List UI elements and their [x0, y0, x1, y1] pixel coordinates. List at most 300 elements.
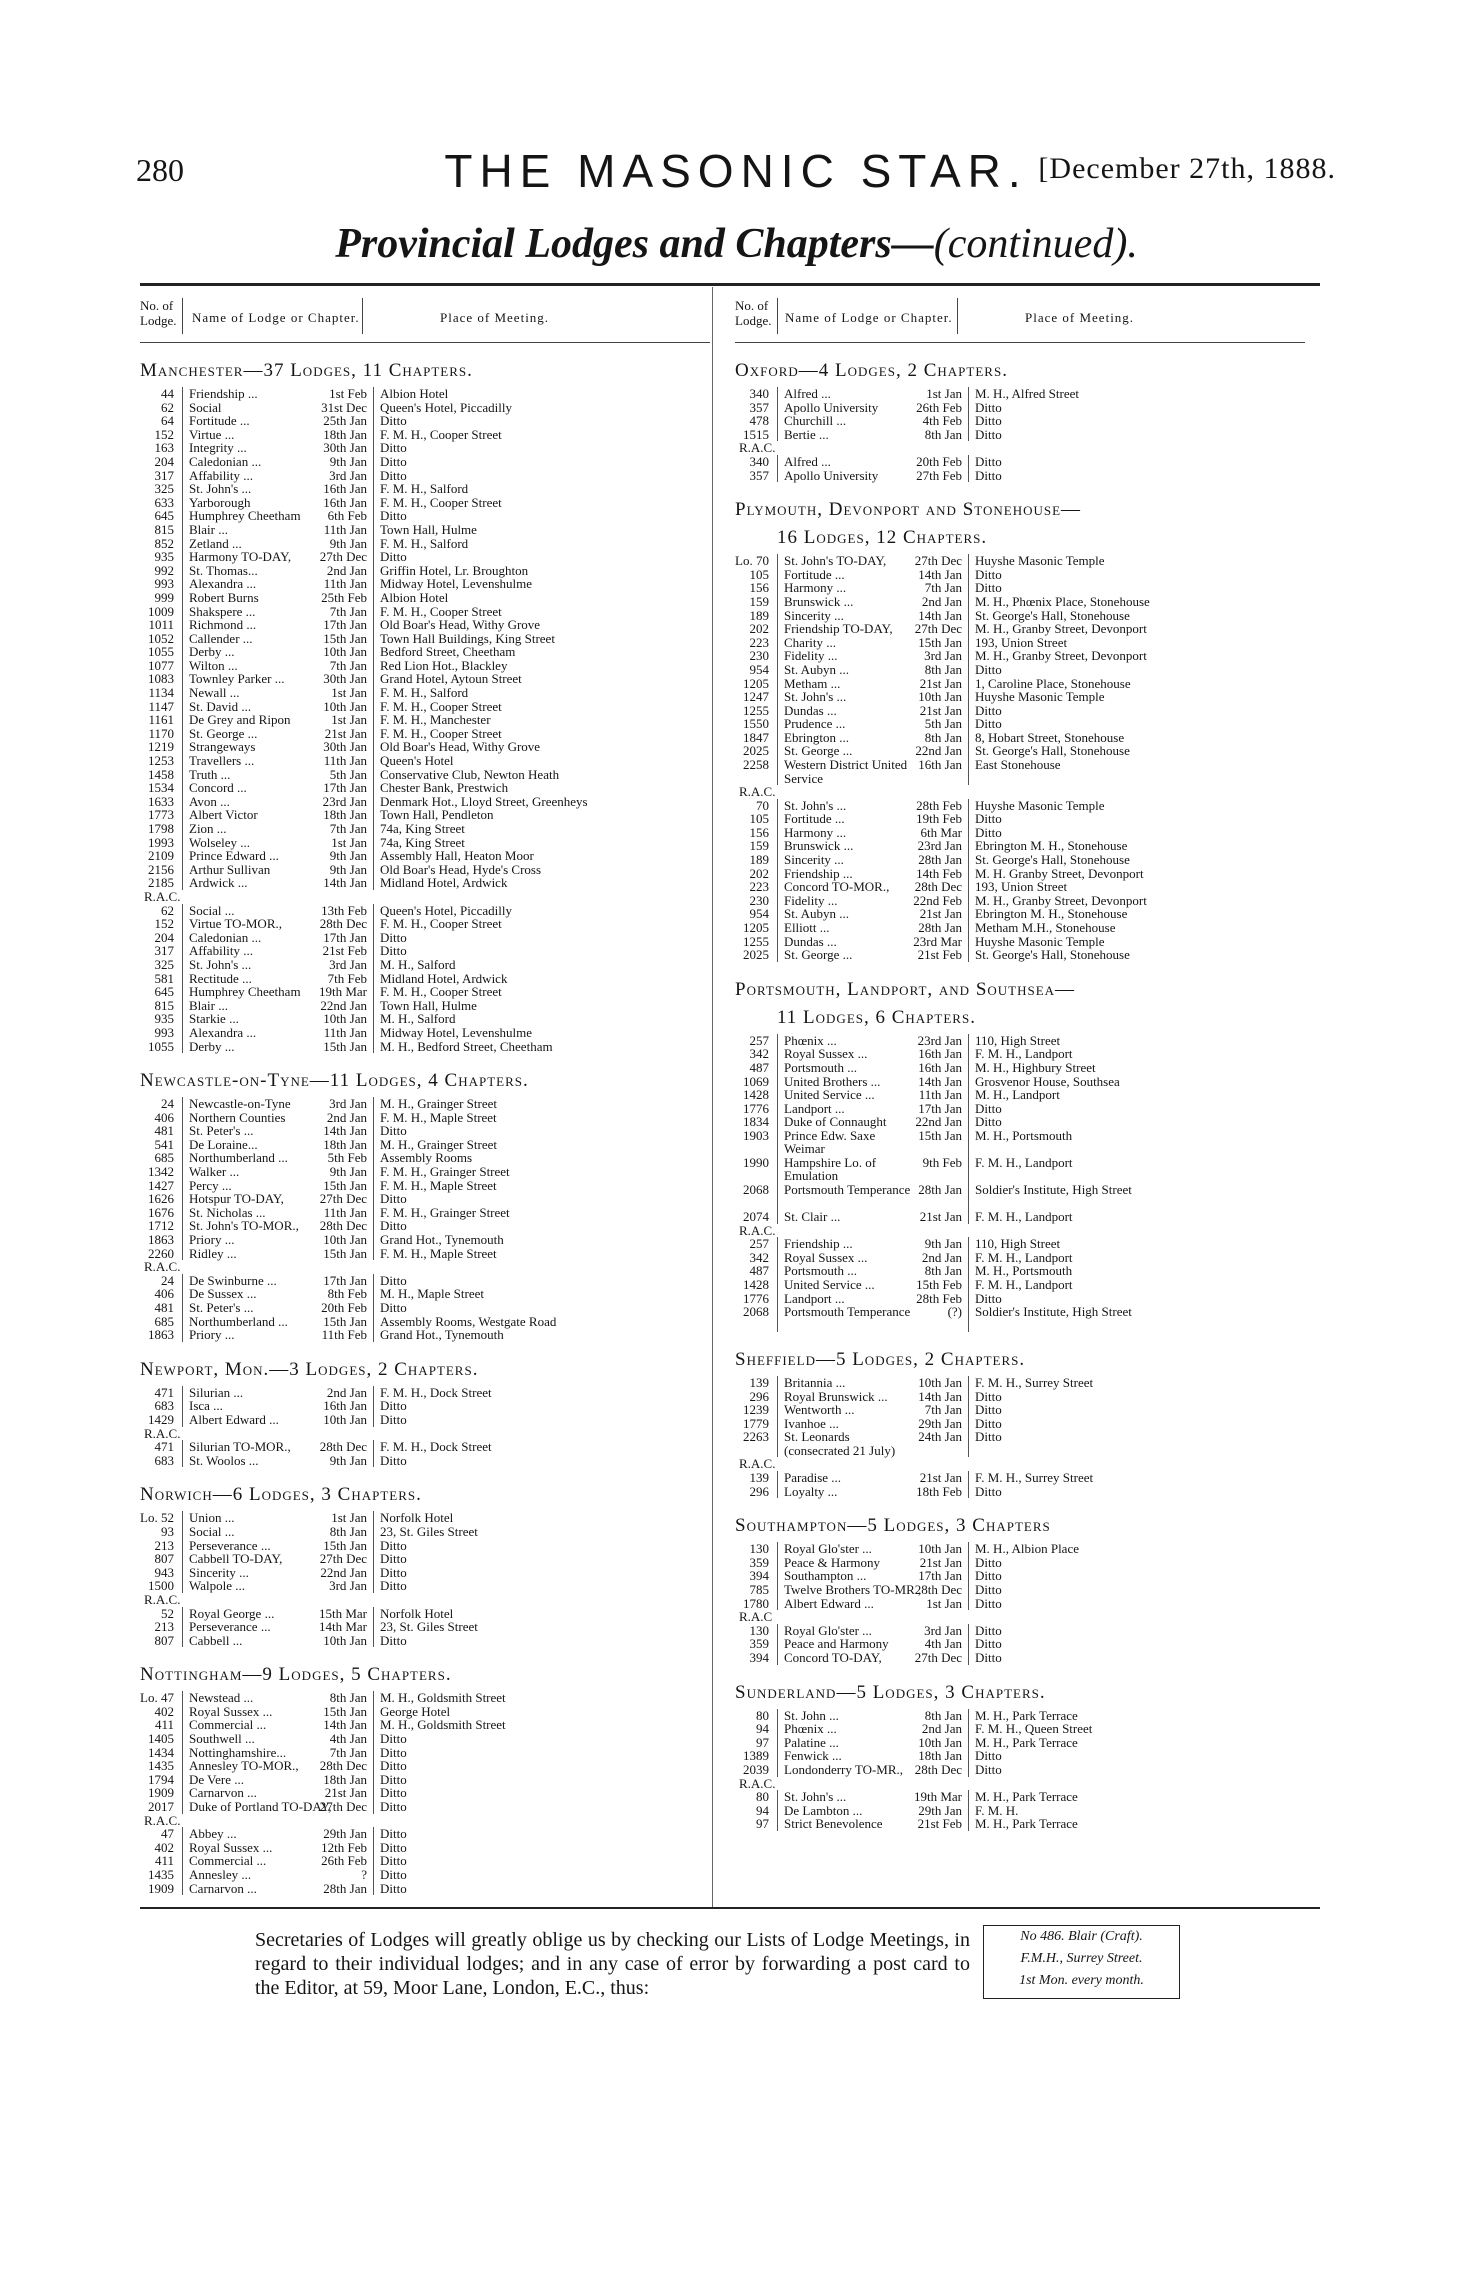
- lodge-name: Prince Edward ...: [182, 849, 317, 863]
- lodge-number: 1909: [148, 1880, 174, 1896]
- table-row: [140, 1138, 710, 1152]
- rac-label: R.A.C.: [739, 440, 776, 456]
- meeting-date: 28th Dec: [319, 916, 367, 932]
- lodge-number: 807: [154, 1632, 174, 1648]
- lodge-name: Royal Sussex ...: [182, 1705, 317, 1719]
- meeting-date: 21st Jan: [919, 702, 962, 718]
- header-lodge-no: No. of Lodge.: [140, 298, 177, 328]
- lodge-name: Integrity ...: [182, 441, 317, 455]
- meeting-date: 17th Jan: [323, 1272, 367, 1288]
- lodge-number: 156: [749, 824, 769, 840]
- lodge-name: St. Nicholas ...: [182, 1206, 317, 1220]
- lodge-name: Ebrington ...: [777, 731, 912, 745]
- lodge-number: 2260: [148, 1245, 174, 1261]
- meeting-date: 28th Jan: [918, 1181, 962, 1197]
- meeting-place: Ditto: [373, 1219, 710, 1233]
- lodge-name: Zetland ...: [182, 537, 317, 551]
- table-row: [735, 894, 1305, 908]
- meeting-date: 12th Feb: [321, 1839, 367, 1855]
- region-title: Oxford—4 Lodges, 2 Chapters.: [735, 360, 1008, 381]
- lodge-number: 2039: [743, 1761, 769, 1777]
- lodge-number: 1427: [148, 1177, 174, 1193]
- lodge-name: Virtue TO-MOR.,: [182, 917, 317, 931]
- table-row: [735, 731, 1305, 745]
- meeting-date: 18th Jan: [918, 1748, 962, 1764]
- table-row: [735, 1637, 1305, 1651]
- table-row: [735, 568, 1305, 582]
- table-row: [140, 632, 710, 646]
- lodge-number: 342: [749, 1249, 769, 1265]
- masthead-title: THE MASONIC STAR.: [444, 145, 1028, 197]
- meeting-date: 28th Dec: [319, 1218, 367, 1234]
- meeting-place: Ditto: [968, 1651, 1305, 1665]
- meeting-date: 21st Feb: [322, 943, 367, 959]
- lodge-name: Albert Edward ...: [777, 1597, 912, 1611]
- meeting-place: Ditto: [968, 1417, 1305, 1431]
- region-title: Newport, Mon.—3 Lodges, 2 Chapters.: [140, 1358, 479, 1380]
- table-row: [735, 1736, 1305, 1750]
- region-block: [735, 1348, 1305, 1498]
- table-row: [140, 1124, 710, 1138]
- table-row: [140, 496, 710, 510]
- meeting-date: 14th Jan: [323, 1717, 367, 1733]
- lodge-name: Friendship TO-DAY,: [777, 622, 912, 636]
- meeting-date: 26th Feb: [321, 1853, 367, 1869]
- table-row: [140, 1759, 710, 1773]
- meeting-place: Griffin Hotel, Lr. Broughton: [373, 564, 710, 578]
- lodge-name: St. Leonards (consecrated 21 July): [777, 1430, 912, 1457]
- meeting-place: Grosvenor House, Southsea: [968, 1075, 1305, 1089]
- region-title: Newcastle-on-Tyne—11 Lodges, 4 Chapters.: [140, 1070, 529, 1092]
- meeting-place: M. H., Grainger Street: [373, 1138, 710, 1152]
- table-row: [735, 1485, 1305, 1499]
- meeting-place: F. M. H.: [968, 1804, 1305, 1818]
- lodge-name: Landport ...: [777, 1102, 912, 1116]
- lodge-number: 47: [161, 1826, 174, 1842]
- meeting-date: 22nd Feb: [913, 892, 962, 908]
- lodge-number: 2258: [743, 757, 769, 773]
- meeting-place: Ditto: [373, 441, 710, 455]
- lodge-name: Zion ...: [182, 822, 317, 836]
- table-row: [735, 1624, 1305, 1638]
- table-row: [140, 1151, 710, 1165]
- lodge-name: Ridley ...: [182, 1247, 317, 1261]
- lodge-name: Silurian ...: [182, 1386, 317, 1400]
- page-header: [136, 144, 1336, 197]
- lodge-number: 223: [749, 634, 769, 650]
- meeting-place: F. M. H., Landport: [968, 1047, 1305, 1061]
- lodge-number: 317: [154, 943, 174, 959]
- lodge-number: 130: [749, 1622, 769, 1638]
- meeting-date: 1st Jan: [331, 834, 367, 850]
- lodge-number: 406: [154, 1109, 174, 1125]
- lodge-number: 1147: [148, 698, 174, 714]
- meeting-place: Red Lion Hot., Blackley: [373, 659, 710, 673]
- lodge-number: 481: [154, 1123, 174, 1139]
- meeting-place: Ditto: [373, 1566, 710, 1580]
- lodge-table: [735, 1376, 1305, 1498]
- meeting-place: Town Hall Buildings, King Street: [373, 632, 710, 646]
- lodge-name: Ivanhoe ...: [777, 1417, 912, 1431]
- meeting-place: Ditto: [373, 414, 710, 428]
- meeting-place: Ditto: [968, 428, 1305, 442]
- meeting-date: 16th Jan: [918, 1059, 962, 1075]
- meeting-date: 27th Dec: [319, 549, 367, 565]
- rac-label: R.A.C.: [739, 1456, 776, 1472]
- table-row: [735, 1183, 1305, 1210]
- meeting-place: 23, St. Giles Street: [373, 1525, 710, 1539]
- meeting-date: 22nd Jan: [915, 743, 962, 759]
- table-row: [140, 808, 710, 822]
- lodge-name: Southampton ...: [777, 1569, 912, 1583]
- meeting-date: 16th Jan: [918, 757, 962, 773]
- table-row: [735, 1709, 1305, 1723]
- table-row: [140, 863, 710, 877]
- meeting-place: Ditto: [968, 826, 1305, 840]
- meeting-place: Grand Hot., Tynemouth: [373, 1328, 710, 1342]
- lodge-name: Brunswick ...: [777, 595, 912, 609]
- table-row: [735, 1075, 1305, 1089]
- table-row: [735, 595, 1305, 609]
- lodge-name: Alexandra ...: [182, 577, 317, 591]
- lodge-number: 202: [749, 621, 769, 637]
- meeting-place: Ditto: [373, 469, 710, 483]
- region-block: [140, 1663, 710, 1895]
- table-row: [735, 1264, 1305, 1278]
- lodge-name: Royal Sussex ...: [777, 1047, 912, 1061]
- meeting-date: 23rd Jan: [917, 1032, 962, 1048]
- meeting-date: 30th Jan: [323, 739, 367, 755]
- meeting-date: 2nd Jan: [921, 1721, 962, 1737]
- meeting-place: F. M. H., Landport: [968, 1278, 1305, 1292]
- region-block: [735, 978, 1305, 1332]
- meeting-place: St. George's Hall, Stonehouse: [968, 744, 1305, 758]
- lodge-number: 487: [749, 1263, 769, 1279]
- meeting-place: Denmark Hot., Lloyd Street, Greenheys: [373, 795, 710, 809]
- lodge-number: 935: [154, 549, 174, 565]
- table-row: [735, 428, 1305, 442]
- table-row: [735, 677, 1305, 691]
- meeting-date: 21st Feb: [917, 1816, 962, 1832]
- lodge-number: 1834: [743, 1114, 769, 1130]
- meeting-place: Ditto: [968, 1583, 1305, 1597]
- lodge-name: Western District United Service: [777, 758, 912, 785]
- table-row: [735, 1597, 1305, 1611]
- meeting-date: 27th Dec: [319, 1551, 367, 1567]
- meeting-date: 11th Feb: [321, 1327, 367, 1343]
- lodge-number: 1798: [148, 821, 174, 836]
- table-row: [735, 826, 1305, 840]
- lodge-name: Percy ...: [182, 1179, 317, 1193]
- rac-label: R.A.C.: [739, 784, 776, 800]
- meeting-place: F. M. H., Maple Street: [373, 1111, 710, 1125]
- meeting-place: Old Boar's Head, Hyde's Cross: [373, 863, 710, 877]
- lodge-number: 394: [749, 1650, 769, 1665]
- meeting-date: 28th Feb: [916, 1290, 962, 1306]
- section-title-main: Provincial Lodges and Chapters—: [335, 221, 934, 267]
- lodge-number: 406: [154, 1286, 174, 1302]
- lodge-name: Albert Edward ...: [182, 1413, 317, 1427]
- lodge-number: 1458: [148, 766, 174, 782]
- lodge-number: 257: [749, 1032, 769, 1048]
- meeting-date: 2nd Jan: [326, 1384, 367, 1400]
- meeting-place: Ditto: [968, 1624, 1305, 1638]
- lodge-number: 683: [154, 1452, 174, 1468]
- table-row: [735, 1790, 1305, 1804]
- table-row: [140, 1026, 710, 1040]
- meeting-date: 28th Dec: [914, 879, 962, 895]
- lodge-number: 1052: [148, 630, 174, 646]
- lodge-name: Palatine ...: [777, 1736, 912, 1750]
- lodge-number: 1794: [148, 1771, 174, 1787]
- meeting-place: M. H., Granby Street, Devonport: [968, 622, 1305, 636]
- lodge-name: Walker ...: [182, 1165, 317, 1179]
- lodge-number: 1909: [148, 1785, 174, 1801]
- meeting-date: 7th Jan: [924, 1402, 962, 1418]
- lodge-number: 683: [154, 1398, 174, 1414]
- table-row: [140, 795, 710, 809]
- lodge-name: Royal Glo'ster ...: [777, 1542, 912, 1556]
- table-row: [140, 1705, 710, 1719]
- lodge-name: Caledonian ...: [182, 455, 317, 469]
- lodge-number: 2068: [743, 1304, 769, 1320]
- lodge-number: 487: [749, 1059, 769, 1075]
- table-row: [140, 1732, 710, 1746]
- lodge-name: Shakspere ...: [182, 605, 317, 619]
- meeting-date: 11th Jan: [323, 753, 367, 769]
- meeting-date: 16th Jan: [323, 1398, 367, 1414]
- meeting-date: 8th Jan: [924, 1263, 962, 1279]
- meeting-place: Huyshe Masonic Temple: [968, 690, 1305, 704]
- meeting-place: F. M. H., Cooper Street: [373, 605, 710, 619]
- meeting-date: 28th Jan: [323, 1880, 367, 1896]
- meeting-date: 3rd Jan: [329, 467, 367, 483]
- lodge-number: 1077: [148, 657, 174, 673]
- lodge-number: 1434: [148, 1744, 174, 1760]
- meeting-date: 14th Feb: [916, 865, 962, 881]
- lodge-number: 1776: [743, 1290, 769, 1306]
- meeting-place: Ebrington M. H., Stonehouse: [968, 839, 1305, 853]
- table-row: [735, 581, 1305, 595]
- section-title: [0, 220, 1473, 268]
- lodge-name: Portsmouth Temperance: [777, 1305, 912, 1332]
- lodge-name: Fortitude ...: [182, 414, 317, 428]
- meeting-date: 1st Jan: [331, 685, 367, 701]
- lodge-number: 541: [154, 1136, 174, 1152]
- table-row: [140, 686, 710, 700]
- header-lodge-no: No. of Lodge.: [735, 298, 772, 328]
- lodge-name: Yarborough: [182, 496, 317, 510]
- table-row: [140, 876, 710, 890]
- lodge-table: [735, 554, 1305, 962]
- lodge-number: 340: [749, 453, 769, 469]
- lodge-number: 80: [756, 1707, 769, 1723]
- header-place: Place of Meeting.: [1025, 310, 1135, 325]
- meeting-place: Ditto: [373, 1539, 710, 1553]
- meeting-date: 11th Jan: [323, 1024, 367, 1040]
- meeting-date: 14th Jan: [918, 607, 962, 623]
- meeting-place: Ditto: [968, 455, 1305, 469]
- lodge-number: 2156: [148, 861, 174, 877]
- table-row: [735, 1034, 1305, 1048]
- header-lodge-name: Name of Lodge or Chapter.: [785, 310, 953, 325]
- table-row: [735, 799, 1305, 813]
- meeting-place: Ditto: [968, 1556, 1305, 1570]
- sample-line: 1st Mon. every month.: [1019, 1973, 1144, 1988]
- meeting-date: 15th Jan: [323, 630, 367, 646]
- lodge-name: Newall ...: [182, 686, 317, 700]
- table-row: [735, 1115, 1305, 1129]
- lodge-name: Annesley TO-MOR.,: [182, 1759, 317, 1773]
- table-row: [735, 1471, 1305, 1485]
- meeting-place: M. H., Albion Place: [968, 1542, 1305, 1556]
- lodge-name: Prince Edw. Saxe Weimar: [777, 1129, 912, 1156]
- meeting-date: 15th Jan: [323, 1245, 367, 1261]
- table-row: [735, 1102, 1305, 1116]
- lodge-name: Royal George ...: [182, 1607, 317, 1621]
- rac-label: R.A.C.: [144, 1591, 181, 1607]
- region-title: Portsmouth, Landport, and Southsea—: [735, 978, 1076, 1000]
- meeting-date: 27th Feb: [916, 467, 962, 483]
- meeting-date: 15th Feb: [916, 1276, 962, 1292]
- meeting-place: Ditto: [373, 1800, 710, 1814]
- lodge-name: De Vere ...: [182, 1773, 317, 1787]
- lodge-number: 1779: [743, 1415, 769, 1431]
- lodge-name: St. John ...: [777, 1709, 912, 1723]
- meeting-date: 7th Jan: [329, 657, 367, 673]
- meeting-date: 15th Jan: [323, 1703, 367, 1719]
- lodge-name: De Lambton ...: [777, 1804, 912, 1818]
- lodge-number: 1847: [743, 729, 769, 745]
- lodge-number: 1055: [148, 644, 174, 660]
- meeting-place: M. H., Phœnix Place, Stonehouse: [968, 595, 1305, 609]
- meeting-date: 14th Jan: [918, 1388, 962, 1404]
- table-row: [140, 727, 710, 741]
- lodge-number: 296: [749, 1388, 769, 1404]
- meeting-place: M. H., Highbury Street: [968, 1061, 1305, 1075]
- meeting-place: 23, St. Giles Street: [373, 1620, 710, 1634]
- meeting-place: Ditto: [373, 1274, 710, 1288]
- meeting-date: 27th Dec: [319, 1799, 367, 1815]
- lodge-number: 999: [154, 589, 174, 605]
- lodge-number: 1676: [148, 1204, 174, 1220]
- sample-line: No 486. Blair (Craft).: [1020, 1929, 1143, 1944]
- lodge-name: Concord TO-MOR.,: [777, 880, 912, 894]
- lodge-number: 52: [161, 1605, 174, 1621]
- meeting-date: 1st Jan: [926, 1595, 962, 1611]
- lodge-name: Humphrey Cheetham: [182, 509, 317, 523]
- lodge-name: Londonderry TO-MR.,: [777, 1763, 912, 1777]
- lodge-name: Social: [182, 401, 317, 415]
- meeting-place: 74a, King Street: [373, 822, 710, 836]
- meeting-place: Ditto: [373, 1841, 710, 1855]
- meeting-place: George Hotel: [373, 1705, 710, 1719]
- meeting-date: 15th Jan: [918, 1127, 962, 1143]
- lodge-name: Portsmouth ...: [777, 1061, 912, 1075]
- meeting-date: 21st Feb: [917, 947, 962, 963]
- lodge-number: 357: [749, 467, 769, 483]
- meeting-date: 19th Mar: [318, 984, 367, 1000]
- meeting-date: 23rd Jan: [322, 793, 367, 809]
- meeting-place: Old Boar's Head, Withy Grove: [373, 618, 710, 632]
- meeting-place: F. M. H., Queen Street: [968, 1722, 1305, 1736]
- lodge-name: Prudence ...: [777, 717, 912, 731]
- lodge-name: De Swinburne ...: [182, 1274, 317, 1288]
- lodge-name: Dundas ...: [777, 935, 912, 949]
- rac-label: R.A.C.: [144, 1259, 181, 1275]
- meeting-place: Grand Hot., Tynemouth: [373, 1233, 710, 1247]
- table-row: [140, 550, 710, 564]
- meeting-date: 15th Jan: [918, 634, 962, 650]
- table-row: [735, 1430, 1305, 1457]
- table-row: [140, 414, 710, 428]
- lodge-name: St. Aubyn ...: [777, 907, 912, 921]
- table-row: [735, 1237, 1305, 1251]
- meeting-date: 21st Jan: [324, 1785, 367, 1801]
- meeting-date: 14th Jan: [323, 875, 367, 891]
- sample-line: F.M.H., Surrey Street.: [1020, 1951, 1143, 1966]
- meeting-date: 30th Jan: [323, 671, 367, 687]
- meeting-date: 8th Jan: [924, 1707, 962, 1723]
- meeting-date: 27th Dec: [914, 621, 962, 637]
- lodge-name: St. John's ...: [182, 958, 317, 972]
- table-row: [735, 1251, 1305, 1265]
- meeting-place: F. M. H., Salford: [373, 482, 710, 496]
- meeting-date: 9th Jan: [924, 1236, 962, 1252]
- meeting-place: Ebrington M. H., Stonehouse: [968, 907, 1305, 921]
- lodge-name: United Service ...: [777, 1088, 912, 1102]
- table-row: [140, 1634, 710, 1648]
- meeting-date: 21st Jan: [919, 906, 962, 922]
- lodge-number: 1863: [148, 1327, 174, 1343]
- meeting-date: 5th Feb: [327, 1150, 367, 1166]
- lodge-name: Harmony ...: [777, 826, 912, 840]
- meeting-date: 14th Mar: [318, 1619, 367, 1635]
- table-row: [735, 1292, 1305, 1306]
- lodge-number: 325: [154, 956, 174, 972]
- meeting-date: 16th Jan: [323, 481, 367, 497]
- lodge-number: 471: [154, 1439, 174, 1455]
- meeting-date: 28th Dec: [319, 1758, 367, 1774]
- meeting-date: 4th Feb: [922, 413, 962, 429]
- lodge-name: Starkie ...: [182, 1012, 317, 1026]
- meeting-place: M. H., Park Terrace: [968, 1790, 1305, 1804]
- table-row: [140, 1413, 710, 1427]
- lodge-number: 1435: [148, 1758, 174, 1774]
- lodge-table: [735, 1034, 1305, 1332]
- meeting-place: F. M. H., Cooper Street: [373, 700, 710, 714]
- lodge-number: 1161: [148, 712, 174, 728]
- meeting-date: 21st Jan: [324, 725, 367, 741]
- table-row: [140, 700, 710, 714]
- meeting-place: Ditto: [373, 1301, 710, 1315]
- table-row: [735, 1804, 1305, 1818]
- meeting-place: Ditto: [968, 812, 1305, 826]
- meeting-place: Grand Hotel, Aytoun Street: [373, 672, 710, 686]
- lodge-name: Blair ...: [182, 999, 317, 1013]
- rac-label: R.A.C.: [144, 1812, 181, 1828]
- table-row: [140, 1328, 710, 1342]
- meeting-date: 29th Jan: [918, 1802, 962, 1818]
- meeting-place: Ditto: [373, 1786, 710, 1800]
- lodge-number: 785: [749, 1582, 769, 1598]
- lodge-name: Annesley ...: [182, 1868, 317, 1882]
- meeting-date: 17th Jan: [323, 780, 367, 796]
- meeting-place: F. M. H., Salford: [373, 686, 710, 700]
- lodge-name: Loyalty ...: [777, 1485, 912, 1499]
- left-column: [140, 290, 710, 1895]
- meeting-place: Ditto: [373, 1552, 710, 1566]
